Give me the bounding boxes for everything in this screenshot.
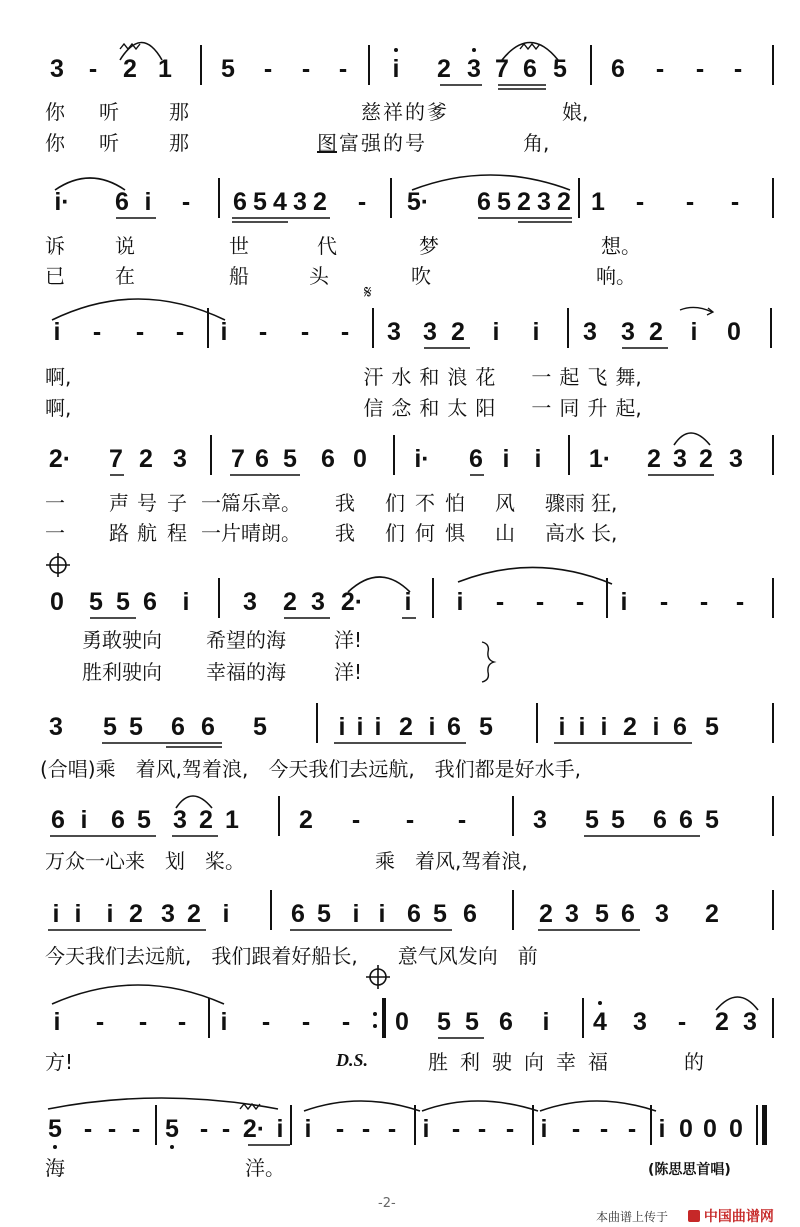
upload-note: 本曲谱上传于 [596, 1210, 669, 1224]
note: - [181, 188, 191, 216]
note: i [422, 1115, 430, 1143]
lyric-line: 今天我们去远航, 我们跟着好船长, 意气风发向 前 [45, 944, 538, 968]
note: - [405, 806, 415, 834]
note: 6 [447, 713, 461, 741]
note: 2 [139, 445, 153, 473]
note: 6 [621, 900, 635, 928]
note: 5 [585, 806, 599, 834]
note: 0 [727, 318, 741, 346]
note: - [95, 1008, 105, 1036]
note: 6 [321, 445, 335, 473]
note: 3 [161, 900, 175, 928]
slur-marks [0, 900, 800, 940]
note: - [351, 806, 361, 834]
note: i [53, 1008, 61, 1036]
note: 2· [48, 445, 72, 473]
note: 6 [653, 806, 667, 834]
note: 6 [499, 1008, 513, 1036]
slur-marks [0, 55, 800, 95]
note: i [220, 318, 228, 346]
lyric-line: 已 在 船 头 吹 响。 [45, 264, 636, 288]
note: 2 [437, 55, 451, 83]
note: 5 [165, 1115, 179, 1143]
lyric-line: 一 路 航 程 一片晴朗。 我 们 何 惧 山 高水 长, [45, 521, 618, 545]
note: 5 [705, 713, 719, 741]
note: 1 [225, 806, 239, 834]
note: 2 [187, 900, 201, 928]
lyric-line: 方! [45, 1050, 74, 1074]
lyric-line: 万众一心来 划 桨。 乘 着风,驾着浪, [45, 849, 528, 873]
lyric-line: 啊, 汗 水 和 浪 花 一 起 飞 舞, [45, 365, 642, 389]
note: 5 [437, 1008, 451, 1036]
note: i [532, 318, 540, 346]
note: i [492, 318, 500, 346]
note: - [338, 55, 348, 83]
note: - [733, 55, 743, 83]
note: 0 [729, 1115, 743, 1143]
note: i [356, 713, 364, 741]
note: 6 [171, 713, 185, 741]
ds-marking: D.S. [336, 1050, 369, 1070]
note: i [392, 55, 400, 83]
note: 3 [729, 445, 743, 473]
note: i· [54, 188, 70, 216]
note: - [735, 588, 745, 616]
note: - [627, 1115, 637, 1143]
note: i [374, 713, 382, 741]
note: i [352, 900, 360, 928]
note: - [138, 1008, 148, 1036]
note: - [387, 1115, 397, 1143]
note: - [341, 1008, 351, 1036]
note: 5 [595, 900, 609, 928]
slur-marks [0, 713, 800, 753]
note: 3 [49, 713, 63, 741]
note: - [107, 1115, 117, 1143]
lyric-line: 海 洋。 [45, 1156, 285, 1180]
note: 1· [588, 445, 612, 473]
note: - [571, 1115, 581, 1143]
note: 5 [137, 806, 151, 834]
note: i [106, 900, 114, 928]
note: 4 [273, 188, 287, 216]
note: 2 [705, 900, 719, 928]
slur-marks [0, 588, 800, 628]
note: 3 [655, 900, 669, 928]
note: 6 [255, 445, 269, 473]
note: 6 [233, 188, 247, 216]
note: - [457, 806, 467, 834]
note: i [600, 713, 608, 741]
note: i [428, 713, 436, 741]
note: - [699, 588, 709, 616]
note: 5 [48, 1115, 62, 1143]
lyric-line: 啊, 信 念 和 太 阳 一 同 升 起, [45, 396, 642, 420]
lyric-line: 胜利驶向 幸福的海 洋! [82, 660, 363, 684]
note: 5 [283, 445, 297, 473]
note: 7 [231, 445, 245, 473]
note: 3 [50, 55, 64, 83]
note: 3 [173, 806, 187, 834]
note: - [135, 318, 145, 346]
note: - [575, 588, 585, 616]
note: i [578, 713, 586, 741]
note: - [695, 55, 705, 83]
note: 3 [673, 445, 687, 473]
note: 5 [129, 713, 143, 741]
note: 3 [243, 588, 257, 616]
note: 6 [201, 713, 215, 741]
note: i [53, 318, 61, 346]
note: - [340, 318, 350, 346]
page-number: -2- [378, 1196, 396, 1211]
note: 6 [679, 806, 693, 834]
note: i [276, 1115, 284, 1143]
note: - [177, 1008, 187, 1036]
note: i [652, 713, 660, 741]
lyric-line: 勇敢驶向 希望的海 洋! [82, 628, 363, 652]
note: 5 [705, 806, 719, 834]
note: - [505, 1115, 515, 1143]
note: 4 [593, 1008, 607, 1036]
note: - [335, 1115, 345, 1143]
note: i [540, 1115, 548, 1143]
note: 3 [583, 318, 597, 346]
note: i [74, 900, 82, 928]
note: - [451, 1115, 461, 1143]
note: 6 [469, 445, 483, 473]
note: - [301, 55, 311, 83]
note: - [199, 1115, 209, 1143]
note: - [477, 1115, 487, 1143]
slur-marks [0, 1008, 800, 1048]
note: 2 [451, 318, 465, 346]
note: - [659, 588, 669, 616]
note: i [404, 588, 412, 616]
note: 0 [50, 588, 64, 616]
slur-marks [0, 188, 800, 228]
note: 3 [173, 445, 187, 473]
note: 2 [299, 806, 313, 834]
note: 2 [399, 713, 413, 741]
note: 6 [115, 188, 129, 216]
note: 2 [623, 713, 637, 741]
note: 6 [611, 55, 625, 83]
note: - [685, 188, 695, 216]
note: - [258, 318, 268, 346]
lyric-line: 你 听 那 慈 祥 的 爹 娘, [45, 100, 589, 124]
note: - [92, 318, 102, 346]
note: i· [414, 445, 430, 473]
note: 6 [673, 713, 687, 741]
lyric-line: (合唱)乘 着风,驾着浪, 今天我们去远航, 我们都是好水手, [40, 757, 582, 781]
note: 5 [103, 713, 117, 741]
note: 1 [591, 188, 605, 216]
lyric-line: 一 声 号 子 一篇乐章。 我 们 不 怕 风 骤雨 狂, [45, 491, 618, 515]
note: 3 [621, 318, 635, 346]
note: 7 [495, 55, 509, 83]
note: - [357, 188, 367, 216]
note: i [542, 1008, 550, 1036]
note: 5 [497, 188, 511, 216]
lyric-line: 胜利驶向幸福 的 [428, 1050, 716, 1074]
note: 2· [242, 1115, 266, 1143]
note: - [261, 1008, 271, 1036]
note: 2 [517, 188, 531, 216]
note: 2 [557, 188, 571, 216]
note: 3 [633, 1008, 647, 1036]
note: 6 [407, 900, 421, 928]
note: 5 [116, 588, 130, 616]
note: 3 [533, 806, 547, 834]
note: - [655, 55, 665, 83]
note: 0 [679, 1115, 693, 1143]
lyric-line: 诉 说 世 代 梦 想。 [45, 234, 641, 258]
note: 3 [423, 318, 437, 346]
note: i [658, 1115, 666, 1143]
performer-credit: (陈思思首唱) [648, 1162, 731, 1178]
note: 5 [553, 55, 567, 83]
note: 3 [387, 318, 401, 346]
note: i [534, 445, 542, 473]
note: i [222, 900, 230, 928]
note: 3 [743, 1008, 757, 1036]
note: i [144, 188, 152, 216]
note: 6 [143, 588, 157, 616]
note: - [88, 55, 98, 83]
note: 2 [649, 318, 663, 346]
note: 5 [221, 55, 235, 83]
note: - [535, 588, 545, 616]
note: 0 [395, 1008, 409, 1036]
note: 2 [539, 900, 553, 928]
note: i [690, 318, 698, 346]
note: 5 [89, 588, 103, 616]
note: 5 [479, 713, 493, 741]
note: i [502, 445, 510, 473]
note: 5· [406, 188, 430, 216]
note: 2 [313, 188, 327, 216]
note: - [131, 1115, 141, 1143]
note: 3 [311, 588, 325, 616]
note: 0 [703, 1115, 717, 1143]
note: 2 [123, 55, 137, 83]
note: 0 [353, 445, 367, 473]
note: 2 [715, 1008, 729, 1036]
note: - [263, 55, 273, 83]
note: 3 [565, 900, 579, 928]
note: - [221, 1115, 231, 1143]
note: i [80, 806, 88, 834]
note: 5 [253, 188, 267, 216]
lyric-line: 你 听 那 图 富 强 的 号 角, [45, 131, 550, 155]
note: 6 [291, 900, 305, 928]
note: 5 [253, 713, 267, 741]
note: i [220, 1008, 228, 1036]
note: 2 [647, 445, 661, 473]
note: 7 [109, 445, 123, 473]
note: 2 [283, 588, 297, 616]
logo-icon [688, 1210, 700, 1222]
note: 6 [51, 806, 65, 834]
note: - [677, 1008, 687, 1036]
note: 5 [465, 1008, 479, 1036]
note: 3 [537, 188, 551, 216]
note: 5 [611, 806, 625, 834]
note: i [558, 713, 566, 741]
site-logo: 中国曲谱网 [688, 1206, 774, 1226]
note: 2· [340, 588, 364, 616]
slur-marks [0, 1115, 800, 1155]
note: - [495, 588, 505, 616]
note: i [304, 1115, 312, 1143]
note: 6 [523, 55, 537, 83]
note: - [361, 1115, 371, 1143]
note: i [620, 588, 628, 616]
note: i [52, 900, 60, 928]
note: 2 [199, 806, 213, 834]
note: 2 [129, 900, 143, 928]
note: - [730, 188, 740, 216]
note: 1 [158, 55, 172, 83]
note: - [301, 1008, 311, 1036]
note: - [300, 318, 310, 346]
slur-marks [0, 806, 800, 846]
note: 6 [463, 900, 477, 928]
note: - [635, 188, 645, 216]
note: 6 [111, 806, 125, 834]
note: 3 [293, 188, 307, 216]
note: i [378, 900, 386, 928]
note: i [456, 588, 464, 616]
note: 2 [699, 445, 713, 473]
note: i [182, 588, 190, 616]
note: - [175, 318, 185, 346]
note: - [83, 1115, 93, 1143]
note: 6 [477, 188, 491, 216]
note: 5 [433, 900, 447, 928]
slur-marks [0, 445, 800, 485]
note: i [338, 713, 346, 741]
note: 5 [317, 900, 331, 928]
note: - [599, 1115, 609, 1143]
slur-marks [0, 318, 800, 358]
note: 3 [467, 55, 481, 83]
segno-sign: 𝄋 [364, 282, 372, 303]
